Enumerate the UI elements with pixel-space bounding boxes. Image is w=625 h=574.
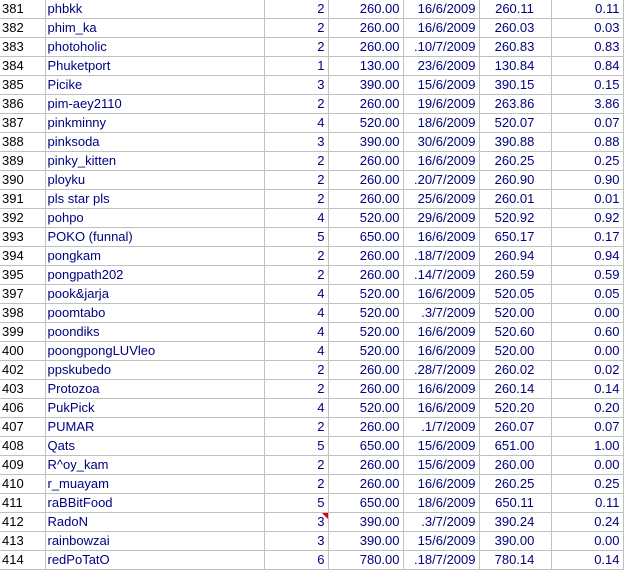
username-cell[interactable]: rainbowzai bbox=[45, 532, 264, 551]
table-row bbox=[0, 494, 623, 513]
quantity-cell[interactable]: 2 bbox=[264, 0, 328, 19]
transfer-total-cell[interactable]: 520.00 bbox=[479, 342, 551, 361]
amount-cell[interactable]: 260.00 bbox=[328, 95, 403, 114]
transfer-total-cell[interactable]: 650.11 bbox=[479, 494, 551, 513]
table-row bbox=[0, 380, 623, 399]
transfer-total-cell[interactable]: 260.00 bbox=[479, 456, 551, 475]
quantity-cell[interactable]: 2 bbox=[264, 266, 328, 285]
difference-cell[interactable]: 0.25 bbox=[551, 475, 623, 494]
quantity-cell[interactable]: 6 bbox=[264, 551, 328, 570]
difference-cell[interactable]: 3.86 bbox=[551, 95, 623, 114]
username-cell[interactable]: pinky_kitten bbox=[45, 152, 264, 171]
difference-cell[interactable]: 0.59 bbox=[551, 266, 623, 285]
transfer-total-cell[interactable]: 260.07 bbox=[479, 418, 551, 437]
quantity-cell[interactable]: 2 bbox=[264, 475, 328, 494]
amount-cell[interactable]: 520.00 bbox=[328, 114, 403, 133]
date-cell[interactable]: .18/7/2009 bbox=[403, 247, 479, 266]
quantity-cell[interactable]: 2 bbox=[264, 247, 328, 266]
quantity-cell[interactable]: 4 bbox=[264, 209, 328, 228]
row-number-cell[interactable]: 384 bbox=[0, 57, 45, 76]
transfer-total-cell[interactable]: 780.14 bbox=[479, 551, 551, 570]
row-number-cell[interactable]: 390 bbox=[0, 171, 45, 190]
date-cell[interactable]: 16/6/2009 bbox=[403, 342, 479, 361]
difference-cell[interactable]: 0.92 bbox=[551, 209, 623, 228]
amount-cell[interactable]: 260.00 bbox=[328, 19, 403, 38]
date-cell[interactable]: 16/6/2009 bbox=[403, 152, 479, 171]
row-number-cell[interactable]: 400 bbox=[0, 342, 45, 361]
transfer-total-cell[interactable]: 260.25 bbox=[479, 152, 551, 171]
username-cell[interactable]: poongpongLUVleo bbox=[45, 342, 264, 361]
transfer-total-cell[interactable]: 260.02 bbox=[479, 361, 551, 380]
table-row bbox=[0, 228, 623, 247]
date-cell[interactable]: .10/7/2009 bbox=[403, 38, 479, 57]
username-cell[interactable]: R^oy_kam bbox=[45, 456, 264, 475]
row-number-cell[interactable]: 395 bbox=[0, 266, 45, 285]
amount-cell[interactable]: 260.00 bbox=[328, 418, 403, 437]
amount-cell[interactable]: 260.00 bbox=[328, 247, 403, 266]
amount-cell[interactable]: 390.00 bbox=[328, 133, 403, 152]
row-number-cell[interactable]: 385 bbox=[0, 76, 45, 95]
transfer-total-cell[interactable]: 650.17 bbox=[479, 228, 551, 247]
difference-cell[interactable]: 0.14 bbox=[551, 551, 623, 570]
transfer-total-cell[interactable]: 390.00 bbox=[479, 532, 551, 551]
date-cell[interactable]: .14/7/2009 bbox=[403, 266, 479, 285]
transfer-total-cell[interactable]: 260.83 bbox=[479, 38, 551, 57]
username-cell[interactable]: pohpo bbox=[45, 209, 264, 228]
quantity-cell[interactable]: 4 bbox=[264, 399, 328, 418]
table-row bbox=[0, 437, 623, 456]
date-cell[interactable]: .1/7/2009 bbox=[403, 418, 479, 437]
row-number-cell[interactable]: 412 bbox=[0, 513, 45, 532]
table-row bbox=[0, 475, 623, 494]
row-number-cell[interactable]: 403 bbox=[0, 380, 45, 399]
quantity-cell[interactable]: 2 bbox=[264, 418, 328, 437]
quantity-cell[interactable]: 2 bbox=[264, 361, 328, 380]
transfer-total-cell[interactable]: 390.88 bbox=[479, 133, 551, 152]
username-cell[interactable]: pinksoda bbox=[45, 133, 264, 152]
username-cell[interactable]: pls star pls bbox=[45, 190, 264, 209]
row-number-cell[interactable]: 410 bbox=[0, 475, 45, 494]
table-row bbox=[0, 114, 623, 133]
username-cell[interactable]: raBBitFood bbox=[45, 494, 264, 513]
row-number-cell[interactable]: 391 bbox=[0, 190, 45, 209]
amount-cell[interactable]: 260.00 bbox=[328, 266, 403, 285]
row-number-cell[interactable]: 387 bbox=[0, 114, 45, 133]
amount-cell[interactable]: 260.00 bbox=[328, 171, 403, 190]
quantity-cell[interactable]: 4 bbox=[264, 285, 328, 304]
username-cell[interactable]: POKO (funnal) bbox=[45, 228, 264, 247]
table-row bbox=[0, 247, 623, 266]
table-row bbox=[0, 190, 623, 209]
date-cell[interactable]: 15/6/2009 bbox=[403, 437, 479, 456]
table-row bbox=[0, 532, 623, 551]
date-cell[interactable]: .18/7/2009 bbox=[403, 551, 479, 570]
date-cell[interactable]: 16/6/2009 bbox=[403, 475, 479, 494]
username-cell[interactable]: pim-aey2110 bbox=[45, 95, 264, 114]
row-number-cell[interactable]: 393 bbox=[0, 228, 45, 247]
transfer-total-cell[interactable]: 390.15 bbox=[479, 76, 551, 95]
row-number-cell[interactable]: 411 bbox=[0, 494, 45, 513]
row-number-cell[interactable]: 399 bbox=[0, 323, 45, 342]
difference-cell[interactable]: 0.17 bbox=[551, 228, 623, 247]
row-number-cell[interactable]: 382 bbox=[0, 19, 45, 38]
username-cell[interactable]: pook&jarja bbox=[45, 285, 264, 304]
quantity-cell[interactable]: 3 bbox=[264, 513, 328, 532]
table-row bbox=[0, 513, 623, 532]
transfer-total-cell[interactable]: 260.11 bbox=[479, 0, 551, 19]
difference-cell[interactable]: 0.03 bbox=[551, 19, 623, 38]
amount-cell[interactable]: 520.00 bbox=[328, 209, 403, 228]
difference-cell[interactable]: 0.00 bbox=[551, 532, 623, 551]
row-number-cell[interactable]: 414 bbox=[0, 551, 45, 570]
username-cell[interactable]: ppskubedo bbox=[45, 361, 264, 380]
table-row bbox=[0, 171, 623, 190]
quantity-cell[interactable]: 2 bbox=[264, 380, 328, 399]
quantity-cell[interactable]: 5 bbox=[264, 228, 328, 247]
transfer-total-cell[interactable]: 263.86 bbox=[479, 95, 551, 114]
username-cell[interactable]: pongpath202 bbox=[45, 266, 264, 285]
quantity-cell[interactable]: 2 bbox=[264, 38, 328, 57]
date-cell[interactable]: 15/6/2009 bbox=[403, 76, 479, 95]
quantity-cell[interactable]: 3 bbox=[264, 133, 328, 152]
amount-cell[interactable]: 650.00 bbox=[328, 494, 403, 513]
amount-cell[interactable]: 260.00 bbox=[328, 456, 403, 475]
row-number-cell[interactable]: 413 bbox=[0, 532, 45, 551]
quantity-cell[interactable]: 4 bbox=[264, 342, 328, 361]
transfer-total-cell[interactable]: 651.00 bbox=[479, 437, 551, 456]
table-row bbox=[0, 551, 623, 570]
username-cell[interactable]: Picike bbox=[45, 76, 264, 95]
username-cell[interactable]: Qats bbox=[45, 437, 264, 456]
date-cell[interactable]: .28/7/2009 bbox=[403, 361, 479, 380]
quantity-cell[interactable]: 2 bbox=[264, 152, 328, 171]
amount-cell[interactable]: 260.00 bbox=[328, 152, 403, 171]
difference-cell[interactable]: 0.00 bbox=[551, 342, 623, 361]
table-row bbox=[0, 133, 623, 152]
amount-cell[interactable]: 520.00 bbox=[328, 323, 403, 342]
table-row bbox=[0, 304, 623, 323]
transfer-total-cell[interactable]: 520.60 bbox=[479, 323, 551, 342]
row-number-cell[interactable]: 383 bbox=[0, 38, 45, 57]
username-cell[interactable]: pongkam bbox=[45, 247, 264, 266]
difference-cell[interactable]: 0.90 bbox=[551, 171, 623, 190]
table-row bbox=[0, 456, 623, 475]
quantity-cell[interactable]: 5 bbox=[264, 437, 328, 456]
row-number-cell[interactable]: 386 bbox=[0, 95, 45, 114]
amount-cell[interactable]: 260.00 bbox=[328, 38, 403, 57]
date-cell[interactable]: 29/6/2009 bbox=[403, 209, 479, 228]
username-cell[interactable]: pinkminny bbox=[45, 114, 264, 133]
amount-cell[interactable]: 260.00 bbox=[328, 475, 403, 494]
date-cell[interactable]: 16/6/2009 bbox=[403, 228, 479, 247]
transfer-total-cell[interactable]: 520.92 bbox=[479, 209, 551, 228]
username-cell[interactable]: Phuketport bbox=[45, 57, 264, 76]
difference-cell[interactable]: 0.84 bbox=[551, 57, 623, 76]
quantity-cell[interactable]: 1 bbox=[264, 57, 328, 76]
difference-cell[interactable]: 1.00 bbox=[551, 437, 623, 456]
table-row bbox=[0, 285, 623, 304]
username-cell[interactable]: PUMAR bbox=[45, 418, 264, 437]
amount-cell[interactable]: 130.00 bbox=[328, 57, 403, 76]
date-cell[interactable]: 18/6/2009 bbox=[403, 114, 479, 133]
amount-cell[interactable]: 260.00 bbox=[328, 361, 403, 380]
table-row bbox=[0, 361, 623, 380]
amount-cell[interactable]: 260.00 bbox=[328, 0, 403, 19]
username-cell[interactable]: phbkk bbox=[45, 0, 264, 19]
username-cell[interactable]: poondiks bbox=[45, 323, 264, 342]
transfer-total-cell[interactable]: 260.90 bbox=[479, 171, 551, 190]
transfer-total-cell[interactable]: 260.03 bbox=[479, 19, 551, 38]
difference-cell[interactable]: 0.07 bbox=[551, 418, 623, 437]
difference-cell[interactable]: 0.94 bbox=[551, 247, 623, 266]
quantity-cell[interactable]: 2 bbox=[264, 456, 328, 475]
date-cell[interactable]: .3/7/2009 bbox=[403, 513, 479, 532]
row-number-cell[interactable]: 389 bbox=[0, 152, 45, 171]
quantity-cell[interactable]: 4 bbox=[264, 114, 328, 133]
quantity-cell[interactable]: 2 bbox=[264, 95, 328, 114]
difference-cell[interactable]: 0.88 bbox=[551, 133, 623, 152]
row-number-cell[interactable]: 398 bbox=[0, 304, 45, 323]
amount-cell[interactable]: 650.00 bbox=[328, 437, 403, 456]
username-cell[interactable]: redPoTatO bbox=[45, 551, 264, 570]
transfer-total-cell[interactable]: 520.05 bbox=[479, 285, 551, 304]
quantity-cell[interactable]: 2 bbox=[264, 190, 328, 209]
row-number-cell[interactable]: 409 bbox=[0, 456, 45, 475]
transfer-total-cell[interactable]: 520.07 bbox=[479, 114, 551, 133]
quantity-cell[interactable]: 5 bbox=[264, 494, 328, 513]
difference-cell[interactable]: 0.25 bbox=[551, 152, 623, 171]
quantity-cell[interactable]: 2 bbox=[264, 19, 328, 38]
difference-cell[interactable]: 0.60 bbox=[551, 323, 623, 342]
table-row bbox=[0, 418, 623, 437]
row-number-cell[interactable]: 388 bbox=[0, 133, 45, 152]
amount-cell[interactable]: 390.00 bbox=[328, 76, 403, 95]
date-cell[interactable]: .3/7/2009 bbox=[403, 304, 479, 323]
date-cell[interactable]: 23/6/2009 bbox=[403, 57, 479, 76]
transfer-total-cell[interactable]: 130.84 bbox=[479, 57, 551, 76]
difference-cell[interactable]: 0.00 bbox=[551, 304, 623, 323]
username-cell[interactable]: PukPick bbox=[45, 399, 264, 418]
difference-cell[interactable]: 0.83 bbox=[551, 38, 623, 57]
difference-cell[interactable]: 0.01 bbox=[551, 190, 623, 209]
table-row bbox=[0, 152, 623, 171]
username-cell[interactable]: phim_ka bbox=[45, 19, 264, 38]
difference-cell[interactable]: 0.02 bbox=[551, 361, 623, 380]
amount-cell[interactable]: 520.00 bbox=[328, 399, 403, 418]
quantity-cell[interactable]: 2 bbox=[264, 171, 328, 190]
row-number-cell[interactable]: 381 bbox=[0, 0, 45, 19]
row-number-cell[interactable]: 406 bbox=[0, 399, 45, 418]
row-number-cell[interactable]: 392 bbox=[0, 209, 45, 228]
amount-cell[interactable]: 390.00 bbox=[328, 513, 403, 532]
difference-cell[interactable]: 0.11 bbox=[551, 0, 623, 19]
table-row bbox=[0, 57, 623, 76]
transfer-total-cell[interactable]: 260.14 bbox=[479, 380, 551, 399]
date-cell[interactable]: 19/6/2009 bbox=[403, 95, 479, 114]
date-cell[interactable]: 16/6/2009 bbox=[403, 323, 479, 342]
amount-cell[interactable]: 260.00 bbox=[328, 190, 403, 209]
row-number-cell[interactable]: 407 bbox=[0, 418, 45, 437]
transfer-total-cell[interactable]: 520.20 bbox=[479, 399, 551, 418]
row-number-cell[interactable]: 408 bbox=[0, 437, 45, 456]
amount-cell[interactable]: 520.00 bbox=[328, 285, 403, 304]
date-cell[interactable]: 15/6/2009 bbox=[403, 532, 479, 551]
difference-cell[interactable]: 0.15 bbox=[551, 76, 623, 95]
amount-cell[interactable]: 520.00 bbox=[328, 342, 403, 361]
date-cell[interactable]: 16/6/2009 bbox=[403, 0, 479, 19]
table-row bbox=[0, 95, 623, 114]
amount-cell[interactable]: 390.00 bbox=[328, 532, 403, 551]
row-number-cell[interactable]: 397 bbox=[0, 285, 45, 304]
difference-cell[interactable]: 0.05 bbox=[551, 285, 623, 304]
date-cell[interactable]: .20/7/2009 bbox=[403, 171, 479, 190]
date-cell[interactable]: 16/6/2009 bbox=[403, 399, 479, 418]
username-cell[interactable]: photoholic bbox=[45, 38, 264, 57]
row-number-cell[interactable]: 402 bbox=[0, 361, 45, 380]
quantity-cell[interactable]: 3 bbox=[264, 76, 328, 95]
difference-cell[interactable]: 0.20 bbox=[551, 399, 623, 418]
date-cell[interactable]: 18/6/2009 bbox=[403, 494, 479, 513]
date-cell[interactable]: 16/6/2009 bbox=[403, 380, 479, 399]
transfer-total-cell[interactable]: 260.94 bbox=[479, 247, 551, 266]
quantity-cell[interactable]: 4 bbox=[264, 323, 328, 342]
difference-cell[interactable]: 0.24 bbox=[551, 513, 623, 532]
amount-cell[interactable]: 520.00 bbox=[328, 304, 403, 323]
difference-cell[interactable]: 0.11 bbox=[551, 494, 623, 513]
table-row bbox=[0, 19, 623, 38]
date-cell[interactable]: 25/6/2009 bbox=[403, 190, 479, 209]
quantity-cell[interactable]: 4 bbox=[264, 304, 328, 323]
amount-cell[interactable]: 650.00 bbox=[328, 228, 403, 247]
username-cell[interactable]: poomtabo bbox=[45, 304, 264, 323]
difference-cell[interactable]: 0.00 bbox=[551, 456, 623, 475]
amount-cell[interactable]: 780.00 bbox=[328, 551, 403, 570]
table-row bbox=[0, 342, 623, 361]
table-row bbox=[0, 266, 623, 285]
date-cell[interactable]: 15/6/2009 bbox=[403, 456, 479, 475]
date-cell[interactable]: 16/6/2009 bbox=[403, 19, 479, 38]
transfer-total-cell[interactable]: 390.24 bbox=[479, 513, 551, 532]
username-cell[interactable]: RadoN bbox=[45, 513, 264, 532]
table-row bbox=[0, 209, 623, 228]
table-row bbox=[0, 399, 623, 418]
transfer-total-cell[interactable]: 260.59 bbox=[479, 266, 551, 285]
comment-indicator-icon[interactable] bbox=[322, 513, 328, 519]
table-row bbox=[0, 323, 623, 342]
difference-cell[interactable]: 0.14 bbox=[551, 380, 623, 399]
transfer-total-cell[interactable]: 260.25 bbox=[479, 475, 551, 494]
transfer-total-cell[interactable]: 520.00 bbox=[479, 304, 551, 323]
table-row bbox=[0, 0, 623, 19]
table-row bbox=[0, 76, 623, 95]
transfer-total-cell[interactable]: 260.01 bbox=[479, 190, 551, 209]
quantity-cell[interactable]: 3 bbox=[264, 532, 328, 551]
username-cell[interactable]: r_muayam bbox=[45, 475, 264, 494]
difference-cell[interactable]: 0.07 bbox=[551, 114, 623, 133]
username-cell[interactable]: Protozoa bbox=[45, 380, 264, 399]
username-cell[interactable]: ployku bbox=[45, 171, 264, 190]
table-row bbox=[0, 38, 623, 57]
date-cell[interactable]: 30/6/2009 bbox=[403, 133, 479, 152]
row-number-cell[interactable]: 394 bbox=[0, 247, 45, 266]
amount-cell[interactable]: 260.00 bbox=[328, 380, 403, 399]
date-cell[interactable]: 16/6/2009 bbox=[403, 285, 479, 304]
